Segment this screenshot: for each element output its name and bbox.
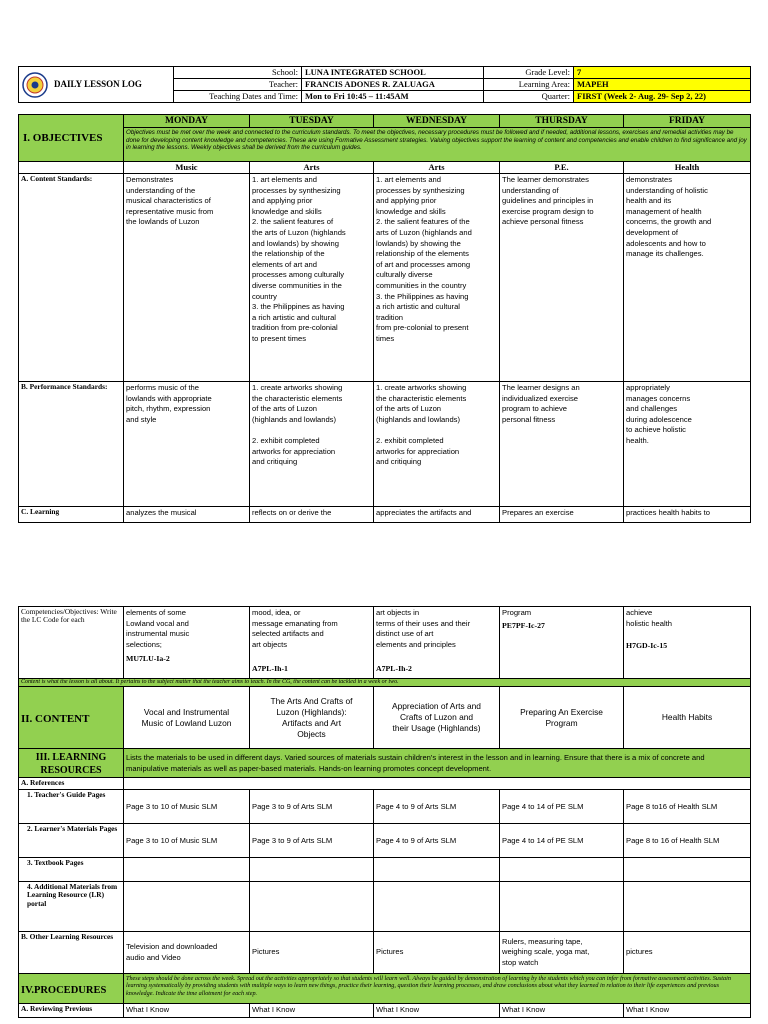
content-tue: The Arts And Crafts of Luzon (Highlands): Artifacts and Art Objects bbox=[250, 687, 374, 749]
continuation-table bbox=[18, 606, 751, 1018]
add-thu bbox=[500, 882, 624, 932]
day-monday: MONDAY bbox=[124, 115, 250, 128]
subject-music: Music bbox=[124, 162, 250, 174]
tb-tue bbox=[250, 858, 374, 882]
subject-blank bbox=[19, 162, 124, 174]
quarter-label: Quarter: bbox=[484, 91, 574, 103]
learning-competencies-label-p1: C. Learning bbox=[19, 507, 124, 523]
tg-thu: Page 4 to 14 of PE SLM bbox=[500, 790, 624, 824]
day-friday: FRIDAY bbox=[624, 115, 751, 128]
objectives-label: I. OBJECTIVES bbox=[19, 115, 124, 162]
lc-code-mon: MU7LU-Ia-2 bbox=[126, 654, 170, 664]
competency-p2-wed: art objects in terms of their uses and their distinct use of art elements and principles A7PL-Ih-2 bbox=[374, 607, 500, 679]
competency-p1-wed: appreciates the artifacts and bbox=[374, 507, 500, 523]
competency-p1-thu: Prepares an exercise bbox=[500, 507, 624, 523]
subject-arts-1: Arts bbox=[250, 162, 374, 174]
tg-wed: Page 4 to 9 of Arts SLM bbox=[374, 790, 500, 824]
procedures-note: These steps should be done across the week. Spread out the activities appropriately so that students will learn well. Always be guided by demonstration of learning by the students which you can infer from formative assessment activities. Sustain learning systematically by providing students with multiple ways to learn new things, practice their learning, question their learning processes, and draw conclusions about what they learned in relation to their life experiences and previous knowledge. Indicate the time allotment for each step. bbox=[124, 974, 751, 1004]
content-thu: Preparing An Exercise Program bbox=[500, 687, 624, 749]
references-label: A. References bbox=[19, 778, 124, 790]
review-thu: What I Know bbox=[500, 1004, 624, 1018]
lm-mon: Page 3 to 10 of Music SLM bbox=[124, 824, 250, 858]
area-label: Learning Area: bbox=[484, 79, 574, 91]
teacher-label: Teacher: bbox=[174, 79, 302, 91]
competency-p2-fri: achieve holistic health H7GD-Ic-15 bbox=[624, 607, 751, 679]
content-fri: Health Habits bbox=[624, 687, 751, 749]
dates-value: Mon to Fri 10:45 – 11:45AM bbox=[302, 91, 484, 103]
tb-fri bbox=[624, 858, 751, 882]
content-note: Content is what the lesson is all about. It pertains to the subject matter that the teacher aims to teach. In the CG, the content can be tackled in a week or two. bbox=[19, 679, 751, 687]
content-standards-label: A. Content Standards: bbox=[19, 174, 124, 382]
tg-label: 1. Teacher's Guide Pages bbox=[19, 790, 124, 824]
other-thu: Rulers, measuring tape, weighing scale, yoga mat, stop watch bbox=[500, 932, 624, 974]
quarter-value: FIRST (Week 2- Aug. 29- Sep 2, 22) bbox=[574, 91, 751, 103]
doc-title: DAILY LESSON LOG bbox=[54, 79, 142, 89]
performance-standards-thu: The learner designs an individualized exercise program to achieve personal fitness bbox=[500, 382, 624, 507]
lc-code-wed: A7PL-Ih-2 bbox=[376, 664, 412, 674]
tb-mon bbox=[124, 858, 250, 882]
lm-fri: Page 8 to 16 of Health SLM bbox=[624, 824, 751, 858]
subject-arts-2: Arts bbox=[374, 162, 500, 174]
subject-health: Health bbox=[624, 162, 751, 174]
references-blank bbox=[124, 778, 751, 790]
other-mon: Television and downloaded audio and Video bbox=[124, 932, 250, 974]
other-resources-label: B. Other Learning Resources bbox=[19, 932, 124, 974]
lm-label: 2. Learner's Materials Pages bbox=[19, 824, 124, 858]
teacher-value: FRANCIS ADONES R. ZALUAGA bbox=[302, 79, 484, 91]
day-thursday: THURSDAY bbox=[500, 115, 624, 128]
school-label: School: bbox=[174, 67, 302, 79]
header-table bbox=[18, 66, 751, 103]
lm-tue: Page 3 to 9 of Arts SLM bbox=[250, 824, 374, 858]
competency-p2-thu: Program PE7PF-Ic-27 bbox=[500, 607, 624, 679]
subject-pe: P.E. bbox=[500, 162, 624, 174]
content-standards-tue: 1. art elements and processes by synthesizing and applying prior knowledge and skills 2. the salient features of the arts of Luzon (highlands and lowlands) by showing the relationship of the elements of art and processes among culturally diverse communities in the country 3. the Philippines as having a rich artistic and cultural tradition from pre-colonial to present times bbox=[250, 174, 374, 382]
content-mon: Vocal and Instrumental Music of Lowland Luzon bbox=[124, 687, 250, 749]
other-fri: pictures bbox=[624, 932, 751, 974]
review-fri: What I Know bbox=[624, 1004, 751, 1018]
competency-p1-mon: analyzes the musical bbox=[124, 507, 250, 523]
performance-standards-tue: 1. create artworks showing the characteristic elements of the arts of Luzon (highlands and lowlands) 2. exhibit completed artworks for appreciation and critiquing bbox=[250, 382, 374, 507]
tg-mon: Page 3 to 10 of Music SLM bbox=[124, 790, 250, 824]
tg-tue: Page 3 to 9 of Arts SLM bbox=[250, 790, 374, 824]
learning-competencies-label-p2: Competencies/Objectives: Write the LC Code for each bbox=[19, 607, 124, 679]
lm-thu: Page 4 to 14 of PE SLM bbox=[500, 824, 624, 858]
additional-label: 4. Additional Materials from Learning Resource (LR) portal bbox=[19, 882, 124, 932]
other-wed: Pictures bbox=[374, 932, 500, 974]
add-wed bbox=[374, 882, 500, 932]
procedures-label: IV.PROCEDURES bbox=[19, 974, 124, 1004]
day-tuesday: TUESDAY bbox=[250, 115, 374, 128]
objectives-table bbox=[18, 114, 751, 523]
review-tue: What I Know bbox=[250, 1004, 374, 1018]
competency-p2-tue: mood, idea, or message emanating from selected artifacts and art objects A7PL-Ih-1 bbox=[250, 607, 374, 679]
lc-code-tue: A7PL-Ih-1 bbox=[252, 664, 288, 674]
other-tue: Pictures bbox=[250, 932, 374, 974]
performance-standards-wed: 1. create artworks showing the characteristic elements of the arts of Luzon (highlands and lowlands) 2. exhibit completed artworks for appreciation and critiquing bbox=[374, 382, 500, 507]
lc-code-thu: PE7PF-Ic-27 bbox=[502, 620, 545, 630]
review-label: A. Reviewing Previous bbox=[19, 1004, 124, 1018]
header-logo-cell bbox=[19, 67, 174, 103]
tg-fri: Page 8 to16 of Health SLM bbox=[624, 790, 751, 824]
area-value: MAPEH bbox=[574, 79, 751, 91]
learning-resources-note: Lists the materials to be used in different days. Varied sources of materials sustain children's interest in the lesson and in learning. Ensure that there is a mix of concrete and manipulative materials as well as paper-based materials. Hands-on learning promotes concept development. bbox=[124, 749, 751, 778]
dates-label: Teaching Dates and Time: bbox=[174, 91, 302, 103]
content-wed: Appreciation of Arts and Crafts of Luzon and their Usage (Highlands) bbox=[374, 687, 500, 749]
content-label: II. CONTENT bbox=[19, 687, 124, 749]
content-standards-fri: demonstrates understanding of holistic health and its management of health concerns, the growth and development of adolescents and how to manage its challenges. bbox=[624, 174, 751, 382]
review-mon: What I Know bbox=[124, 1004, 250, 1018]
performance-standards-fri: appropriately manages concerns and challenges during adolescence to achieve holistic health. bbox=[624, 382, 751, 507]
tb-label: 3. Textbook Pages bbox=[19, 858, 124, 882]
review-wed: What I Know bbox=[374, 1004, 500, 1018]
competency-p1-tue: reflects on or derive the bbox=[250, 507, 374, 523]
objectives-note: Objectives must be met over the week and connected to the curriculum standards. To meet the objectives, necessary procedures must be followed and if needed, additional lessons, exercises and remedial activities may be done for developing content knowledge and competencies. These are using Formative Assessment strategies. Valuing objectives support the learning of content and competencies and enable children to find significance and joy in learning the lessons. Weekly objectives shall be derived from the curriculum guides. bbox=[124, 128, 751, 162]
content-standards-mon: Demonstrates understanding of the musical characteristics of representative music from the lowlands of Luzon bbox=[124, 174, 250, 382]
lc-code-fri: H7GD-Ic-15 bbox=[626, 641, 668, 651]
day-wednesday: WEDNESDAY bbox=[374, 115, 500, 128]
tb-wed bbox=[374, 858, 500, 882]
competency-p2-mon: elements of some Lowland vocal and instrumental music selections; MU7LU-Ia-2 bbox=[124, 607, 250, 679]
competency-p1-fri: practices health habits to bbox=[624, 507, 751, 523]
add-fri bbox=[624, 882, 751, 932]
tb-thu bbox=[500, 858, 624, 882]
performance-standards-label: B. Performance Standards: bbox=[19, 382, 124, 507]
learning-resources-label: III. LEARNING RESOURCES bbox=[19, 749, 124, 778]
grade-label: Grade Level: bbox=[484, 67, 574, 79]
add-tue bbox=[250, 882, 374, 932]
school-value: LUNA INTEGRATED SCHOOL bbox=[302, 67, 484, 79]
content-standards-thu: The learner demonstrates understanding of guidelines and principles in exercise program design to achieve personal fitness bbox=[500, 174, 624, 382]
lm-wed: Page 4 to 9 of Arts SLM bbox=[374, 824, 500, 858]
performance-standards-mon: performs music of the lowlands with appropriate pitch, rhythm, expression and style bbox=[124, 382, 250, 507]
add-mon bbox=[124, 882, 250, 932]
deped-seal-icon bbox=[22, 72, 48, 98]
grade-value: 7 bbox=[574, 67, 751, 79]
content-standards-wed: 1. art elements and processes by synthesizing and applying prior knowledge and skills 2. the salient features of the arts of Luzon (highlands and lowlands) by showing the relationship of the elements of art and processes among culturally diverse communities in the country 3. the Philippines as having a rich artistic and cultural tradition from pre-colonial to present times bbox=[374, 174, 500, 382]
